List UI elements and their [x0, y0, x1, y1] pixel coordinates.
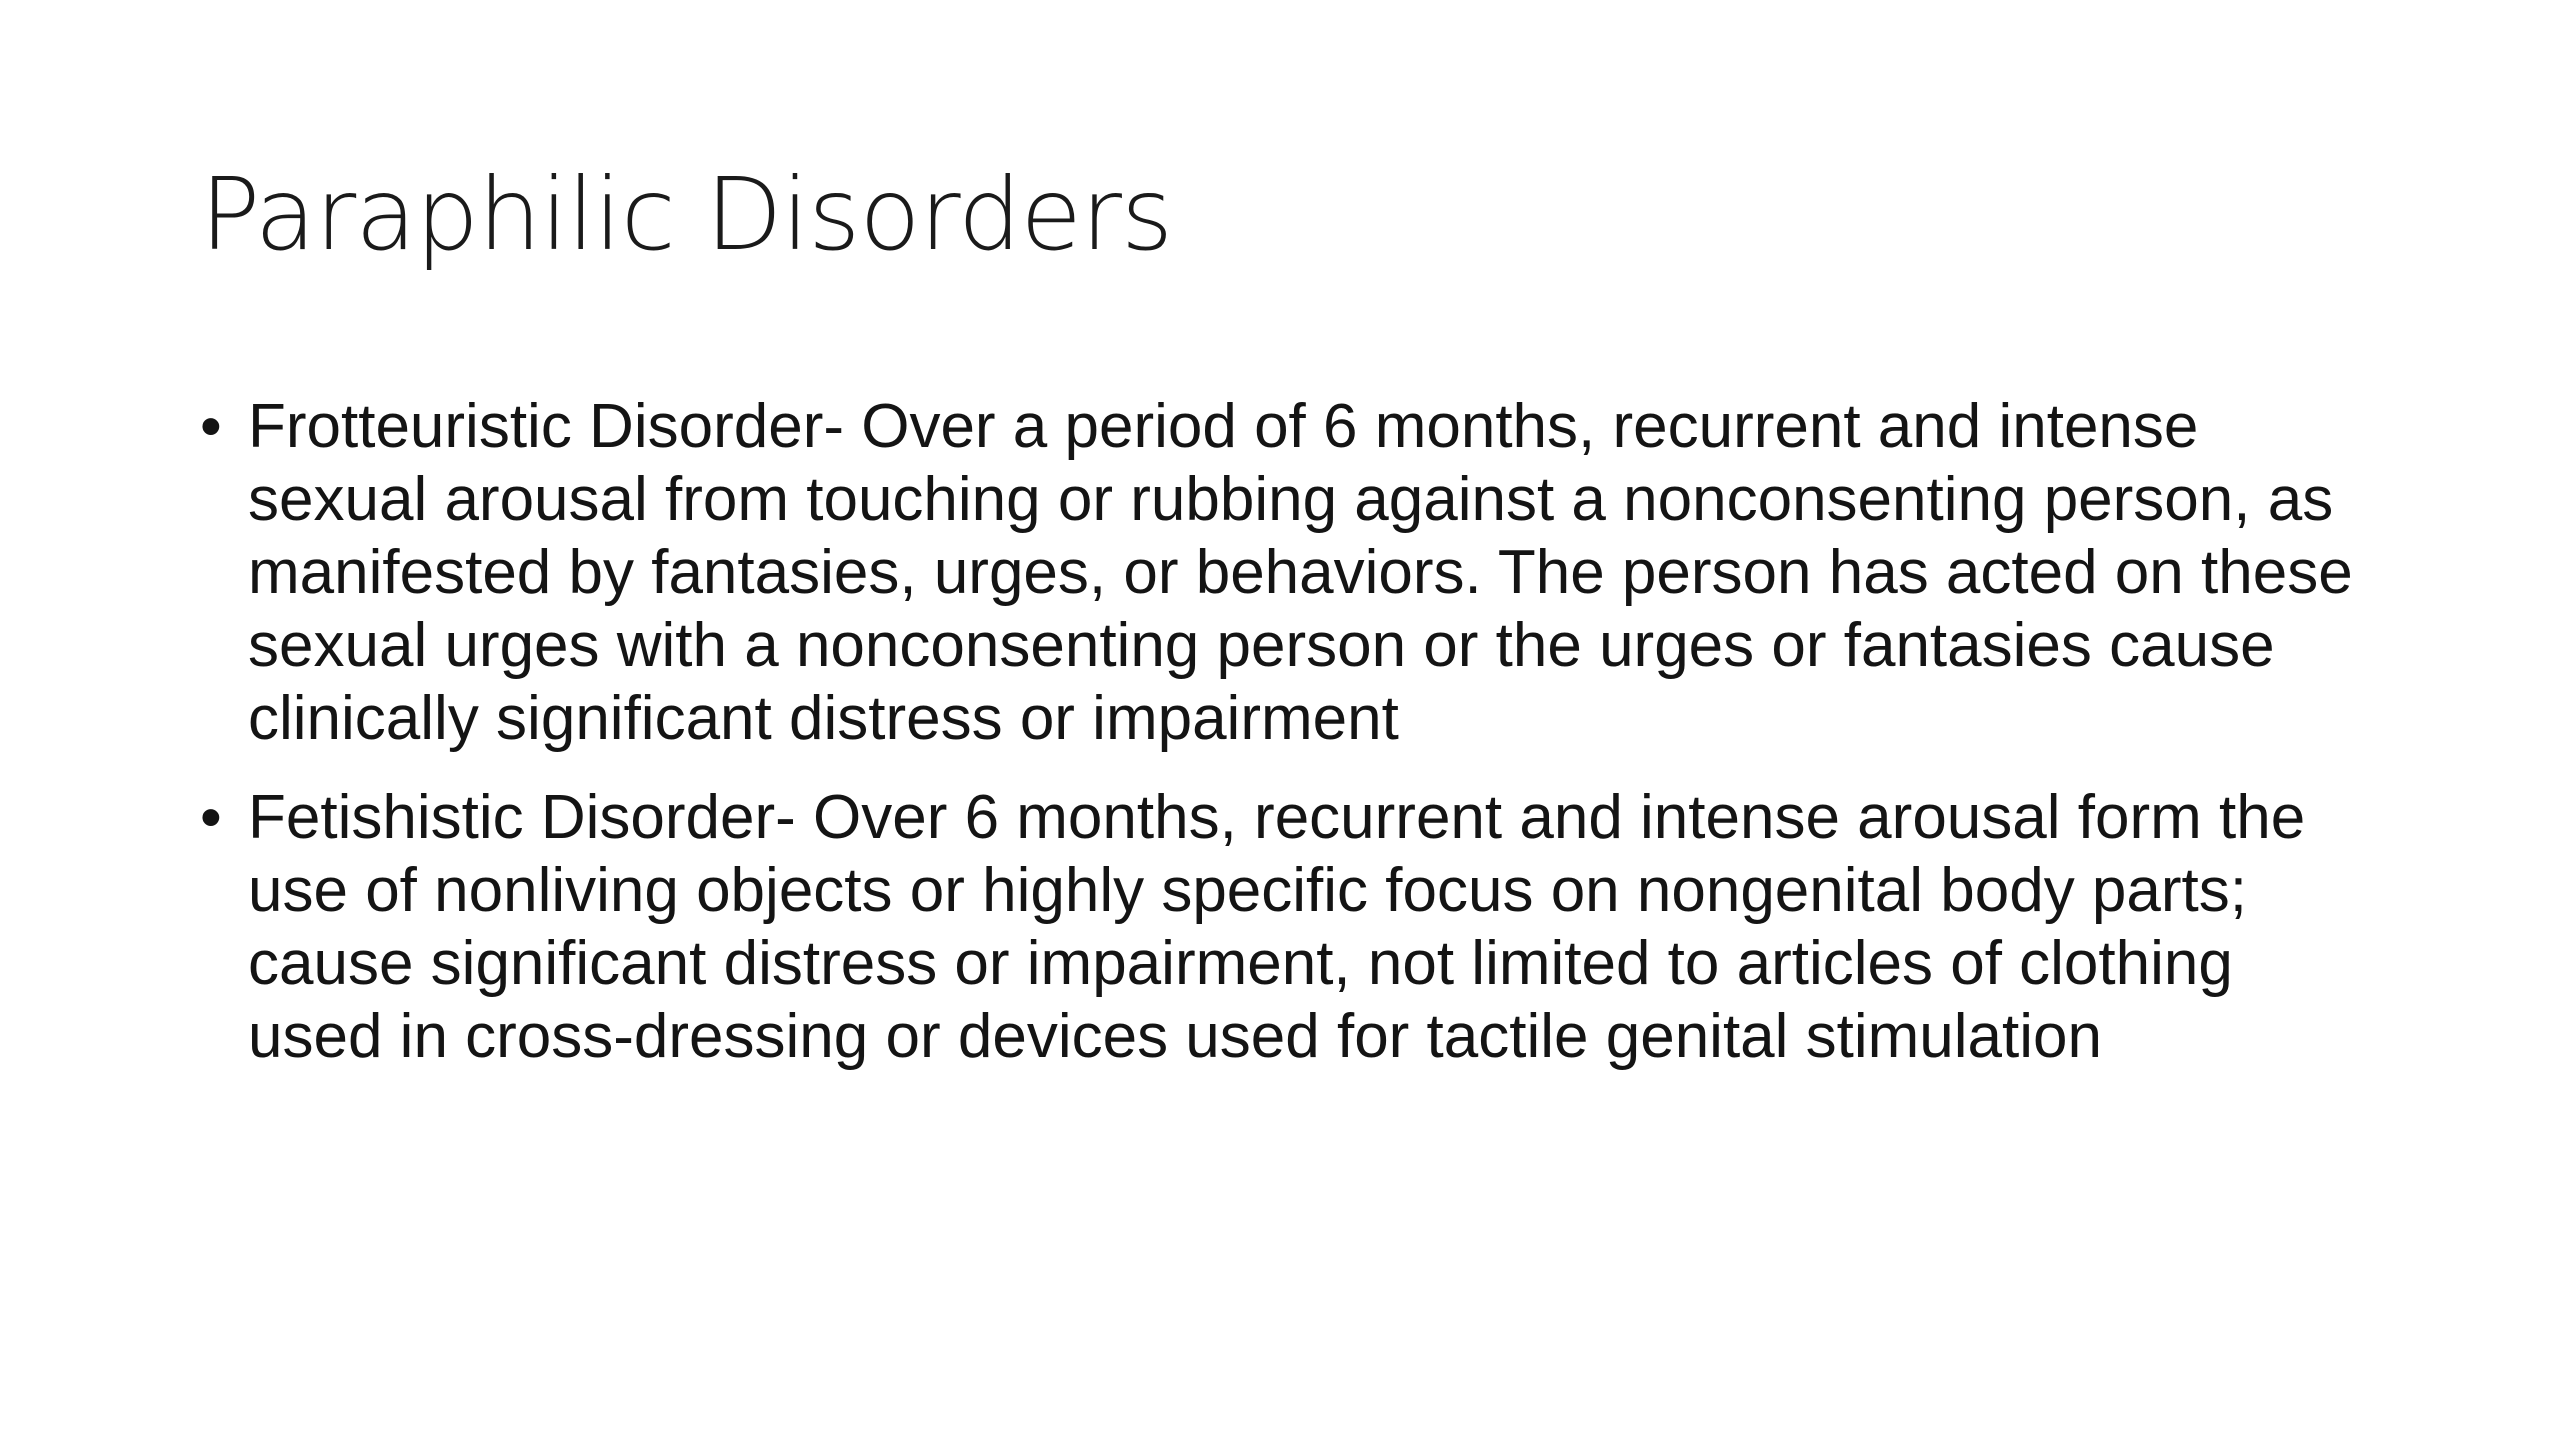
- bullet-item-frotteuristic: [200, 390, 2380, 755]
- bullet-text: Frotteuristic Disorder- Over a period of 6 months, recurrent and intense sexual arousal from touching or rubbing against a nonconsenting person, as manifested by fantasies, urges, or behaviors. The person has acted on these sexual urges with a nonconsenting person or the urges or fantasies cause clinically significant distress or impairment: [248, 392, 2353, 753]
- bullet-marker: •: [200, 783, 222, 852]
- bullet-list: [200, 390, 2380, 1099]
- slide-title: Paraphilic Disorders: [200, 156, 1173, 273]
- bullet-text: Fetishistic Disorder- Over 6 months, recurrent and intense arousal form the use of nonliving objects or highly specific focus on nongenital body parts; cause significant distress or impairment, not limited to articles of clothing used in cross-dressing or devices used for tactile genital stimulation: [248, 783, 2306, 1071]
- bullet-item-fetishistic: [200, 781, 2380, 1073]
- bullet-marker: •: [200, 392, 222, 461]
